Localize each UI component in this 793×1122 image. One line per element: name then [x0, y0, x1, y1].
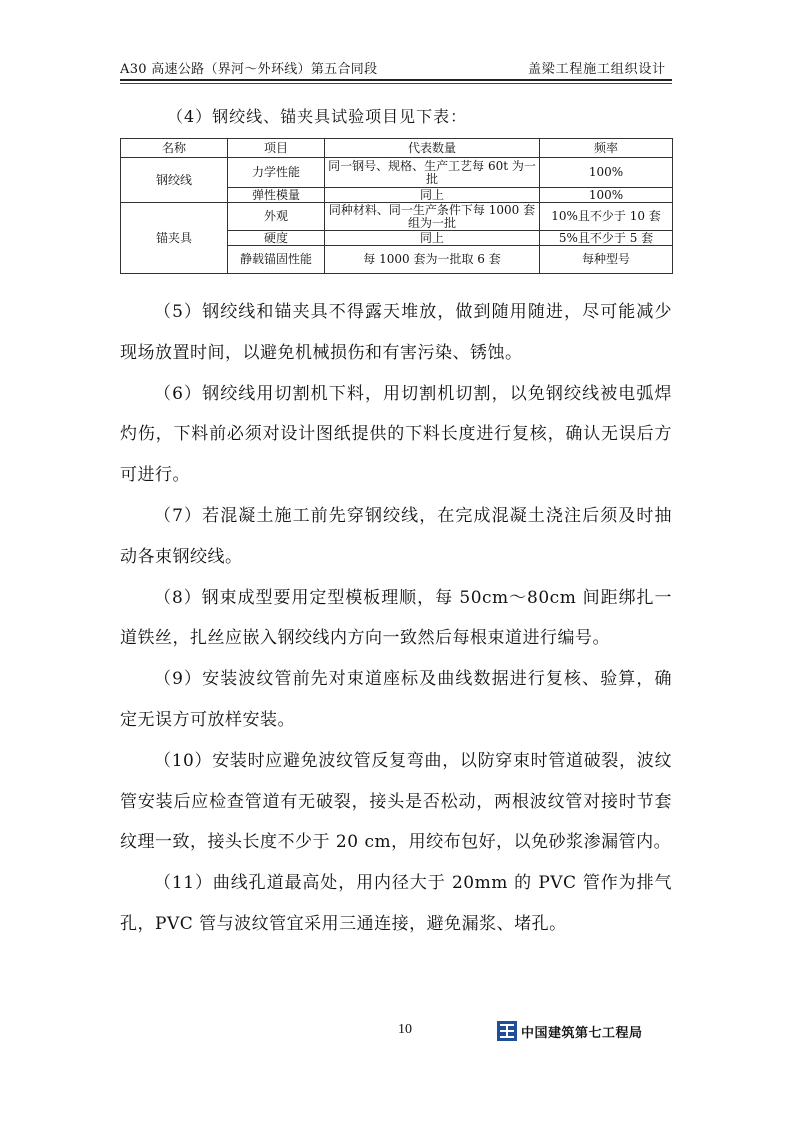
paragraph-9: （9）安装波纹管前先对束道座标及曲线数据进行复核、验算，确定无误方可放样安装。: [120, 669, 672, 730]
test-items-table: [120, 138, 673, 274]
paragraph-7: （7）若混凝土施工前先穿钢绞线，在完成混凝土浇注后须及时抽动各束钢绞线。: [120, 505, 672, 567]
table-header-row: [121, 139, 673, 158]
header-document-title: 盖梁工程施工组织设计: [527, 62, 666, 77]
table-row: [121, 158, 673, 188]
item-cell: 弹性模量: [228, 188, 325, 203]
header-rule-thin: [120, 83, 672, 84]
col-header-item: 项目: [228, 139, 325, 158]
item-cell: 力学性能: [228, 158, 325, 188]
quantity-cell: 同上: [325, 188, 540, 203]
item-cell: 静载锚固性能: [228, 246, 325, 274]
frequency-cell: 100%: [540, 188, 673, 203]
quantity-cell: 同上: [325, 231, 540, 246]
frequency-cell: 100%: [540, 158, 673, 188]
table-row: [121, 203, 673, 231]
company-logo-icon: [497, 1021, 517, 1041]
frequency-cell: 10%且不少于 10 套: [540, 203, 673, 231]
paragraph-10: （10）安装时应避免波纹管反复弯曲，以防穿束时管道破裂，波纹管安装后应检查管道有无破裂，接头是否松动，两根波纹管对接时节套纹理一致，接头长度不少于 20 cm，用绞布包好，以免砂浆渗漏管内。: [120, 750, 672, 853]
header-rule: [120, 79, 672, 81]
table-intro: （4）钢绞线、锚夹具试验项目见下表：: [167, 107, 468, 126]
quantity-cell: 每 1000 套为一批取 6 套: [325, 246, 540, 274]
footer-organization: [497, 1020, 643, 1042]
page-number: 10: [398, 1022, 412, 1037]
page-header: [120, 60, 672, 80]
col-header-frequency: 频率: [540, 139, 673, 158]
frequency-cell: 5%且不少于 5 套: [540, 231, 673, 246]
group-name-cell: 钢绞线: [121, 158, 228, 203]
group-name-cell: 锚夹具: [121, 203, 228, 274]
paragraph-11: （11）曲线孔道最高处，用内径大于 20mm 的 PVC 管作为排气孔，PVC 管与波纹管宜采用三通连接，避免漏浆、堵孔。: [120, 873, 672, 934]
paragraph-5: （5）钢绞线和锚夹具不得露天堆放，做到随用随进，尽可能减少现场放置时间，以避免机械损伤和有害污染、锈蚀。: [120, 302, 672, 363]
header-project-title: A30 高速公路（界河～外环线）第五合同段: [120, 62, 378, 77]
frequency-cell: 每种型号: [540, 246, 673, 274]
paragraph-8: （8）钢束成型要用定型模板理顺，每 50cm～80cm 间距绑扎一道铁丝，扎丝应嵌入钢绞线内方向一致然后每根束道进行编号。: [120, 587, 672, 649]
quantity-cell: 同一钢号、规格、生产工艺每 60t 为一批: [325, 158, 540, 188]
quantity-cell: 同种材料、同一生产条件下每 1000 套组为一批: [325, 203, 540, 231]
organization-name: 中国建筑第七工程局: [521, 1025, 643, 1041]
col-header-quantity: 代表数量: [325, 139, 540, 158]
body-text: [120, 292, 672, 945]
col-header-name: 名称: [121, 139, 228, 158]
paragraph-6: （6）钢绞线用切割机下料，用切割机切割，以免钢绞线被电弧焊灼伤，下料前必须对设计图纸提供的下料长度进行复核，确认无误后方可进行。: [120, 383, 672, 486]
item-cell: 外观: [228, 203, 325, 231]
item-cell: 硬度: [228, 231, 325, 246]
